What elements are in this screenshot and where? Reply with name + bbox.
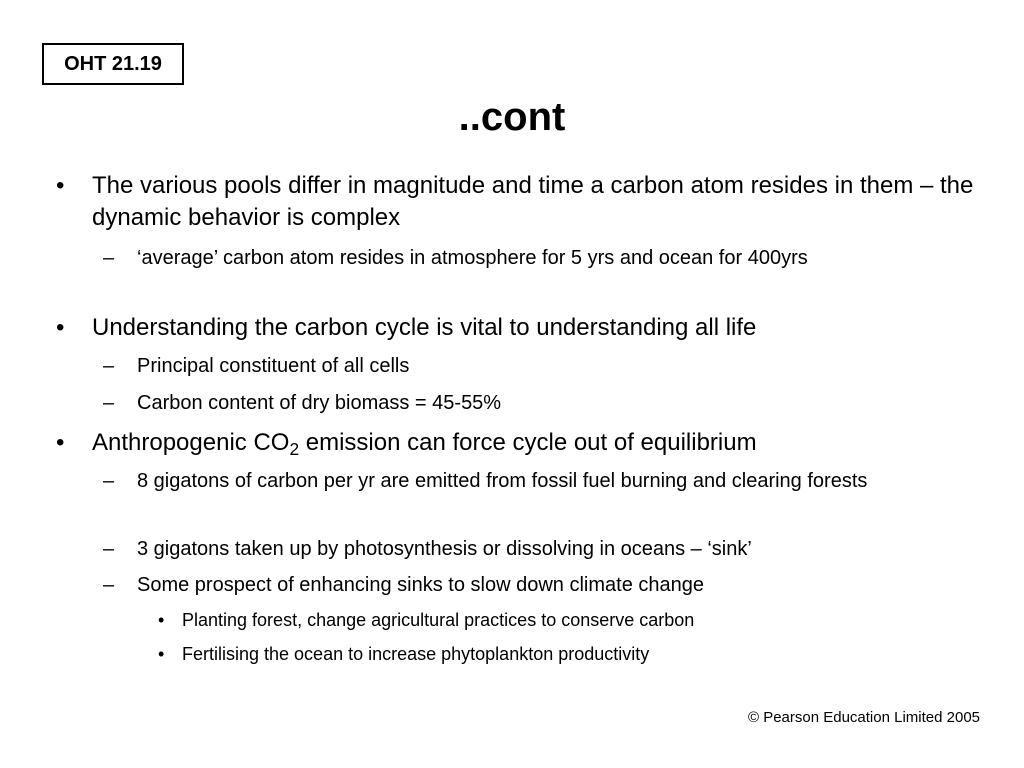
bullet-item: The various pools differ in magnitude and time a carbon atom resides in them – the dynamic behavior is complex <box>92 172 974 231</box>
bullet-text-part: Anthropogenic CO <box>92 429 290 456</box>
sub-sub-bullet-marker: • <box>158 644 165 664</box>
sub-bullet-marker: – <box>103 470 115 492</box>
sub-bullet-item: Some prospect of enhancing sinks to slow down climate change <box>137 574 704 596</box>
bullet-marker: • <box>56 429 65 456</box>
sub-bullet-item: Carbon content of dry biomass = 45-55% <box>137 392 502 414</box>
slide-title: ..cont <box>458 95 566 139</box>
subscript-two: 2 <box>289 439 300 460</box>
bullet-item: Understanding the carbon cycle is vital to understanding all life <box>92 314 757 341</box>
bullet-item <box>92 427 992 459</box>
sub-sub-bullet-marker: • <box>158 610 165 630</box>
sub-sub-bullet-item: Fertilising the ocean to increase phytoplankton productivity <box>182 644 650 664</box>
sub-bullet-marker: – <box>103 355 115 377</box>
sub-bullet-marker: – <box>103 538 115 560</box>
sub-bullet-marker: – <box>103 392 115 414</box>
sub-sub-bullet-item: Planting forest, change agricultural practices to conserve carbon <box>182 610 695 630</box>
sub-bullet-marker: – <box>103 247 115 269</box>
bullet-marker: • <box>56 172 65 199</box>
bullet-text-part: emission can force cycle out of equilibrium <box>299 429 757 456</box>
slide-number-label: OHT 21.19 <box>64 52 162 75</box>
copyright-footer: © Pearson Education Limited 2005 <box>747 709 980 726</box>
sub-bullet-item: Principal constituent of all cells <box>137 355 410 377</box>
sub-bullet-item: ‘average’ carbon atom resides in atmosphere for 5 yrs and ocean for 400yrs <box>137 247 808 269</box>
bullet-marker: • <box>56 314 65 341</box>
sub-bullet-item: 8 gigatons of carbon per yr are emitted from fossil fuel burning and clearing forests <box>137 470 868 492</box>
sub-bullet-item: 3 gigatons taken up by photosynthesis or dissolving in oceans – ‘sink’ <box>137 538 752 560</box>
sub-bullet-marker: – <box>103 574 115 596</box>
